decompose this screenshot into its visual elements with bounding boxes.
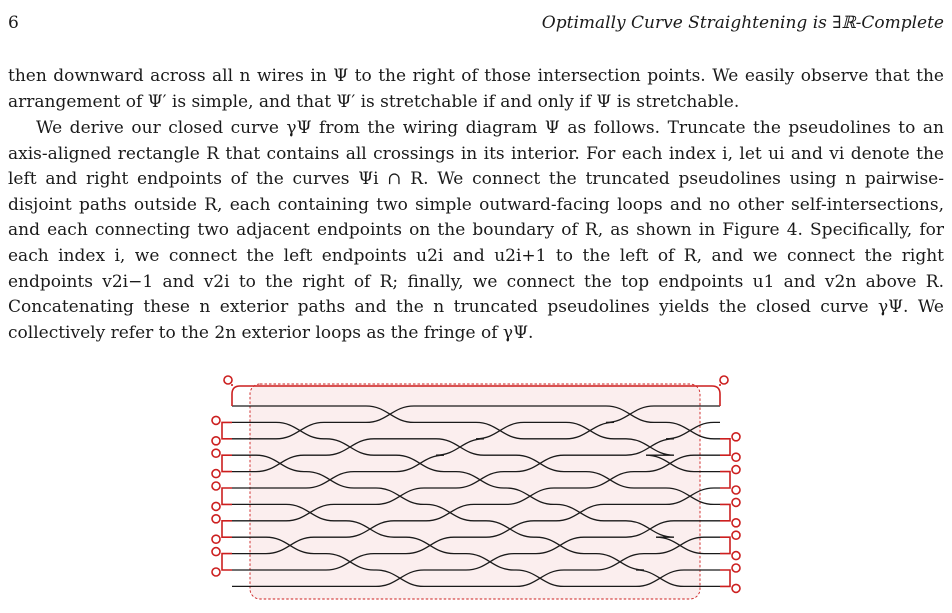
fringe-loop-left-3b bbox=[212, 470, 220, 478]
right-connector-2 bbox=[720, 439, 730, 455]
fringe-loop-left-1a bbox=[212, 416, 220, 424]
left-connector-9 bbox=[222, 554, 232, 570]
figure-wiring-diagram bbox=[210, 360, 742, 609]
paragraph-1-text: then downward across all n wires in Ψ to the right of those intersection points. We easily observe that the arrangement of Ψ′ is simple, and that Ψ′ is stretchable if and only if Ψ is stretchable. bbox=[8, 66, 944, 112]
running-title: Optimally Curve Straightening is ∃ℝ-Complete bbox=[541, 13, 944, 33]
fringe-loop-left-5b bbox=[212, 502, 220, 510]
fringe-loop-left-9b bbox=[212, 568, 220, 576]
fringe-loop-top-right bbox=[720, 376, 728, 384]
left-connector-1 bbox=[222, 422, 232, 438]
fringe-loop-right-4b bbox=[732, 486, 740, 494]
fringe-loop-right-6a bbox=[732, 498, 740, 506]
fringe-loop-right-8a bbox=[732, 531, 740, 539]
wiring-diagram-svg bbox=[210, 360, 742, 609]
fringe-loop-right-2b bbox=[732, 453, 740, 461]
fringe-loop-left-1b bbox=[212, 437, 220, 445]
fringe-loop-left-7b bbox=[212, 535, 220, 543]
page-number: 6 bbox=[8, 13, 19, 33]
fringe-loop-left-3a bbox=[212, 449, 220, 457]
paragraph-1 bbox=[8, 64, 944, 115]
left-connector-5 bbox=[222, 488, 232, 504]
page-header bbox=[8, 12, 944, 34]
paragraph-2-text: We derive our closed curve γΨ from the wiring diagram Ψ as follows. Truncate the pseudolines to an axis-aligned rectangle R that contains all crossings in its interior. For each index i, let ui and vi denote the left and right endpoints of the curves Ψi ∩ R. We connect the truncated pseudolines using n pairwise-disjoint paths outside R, each containing two simple outward-facing loops and no other self-intersections, and each connecting two adjacent endpoints on the boundary of R, as shown in Figure 4. Specifically, for each index i, we connect the left endpoints u2i and u2i+1 to the left of R, and we connect the right endpoints v2i−1 and v2i to the right of R; finally, we connect the top endpoints u1 and v2n above R. Concatenating these n exterior paths and the n truncated pseudolines yields the closed curve γΨ. We collectively refer to the 2n exterior loops as the fringe of γΨ. bbox=[8, 118, 944, 343]
right-connector-6 bbox=[720, 504, 730, 520]
left-connector-7 bbox=[222, 521, 232, 537]
fringe-loop-top-left bbox=[224, 376, 232, 384]
fringe-loop-right-10b bbox=[732, 584, 740, 592]
fringe-loop-right-2a bbox=[732, 433, 740, 441]
right-connector-4 bbox=[720, 472, 730, 488]
right-connector-10 bbox=[720, 570, 730, 586]
right-connector-8 bbox=[720, 537, 730, 553]
fringe-loop-left-7a bbox=[212, 515, 220, 523]
fringe-loop-right-4a bbox=[732, 466, 740, 474]
fringe-loop-right-6b bbox=[732, 519, 740, 527]
paragraph-2 bbox=[8, 116, 944, 346]
fringe-loop-right-8b bbox=[732, 552, 740, 560]
fringe-loop-right-10a bbox=[732, 564, 740, 572]
fringe-loop-left-5a bbox=[212, 482, 220, 490]
left-connector-3 bbox=[222, 455, 232, 471]
fringe-loop-left-9a bbox=[212, 548, 220, 556]
